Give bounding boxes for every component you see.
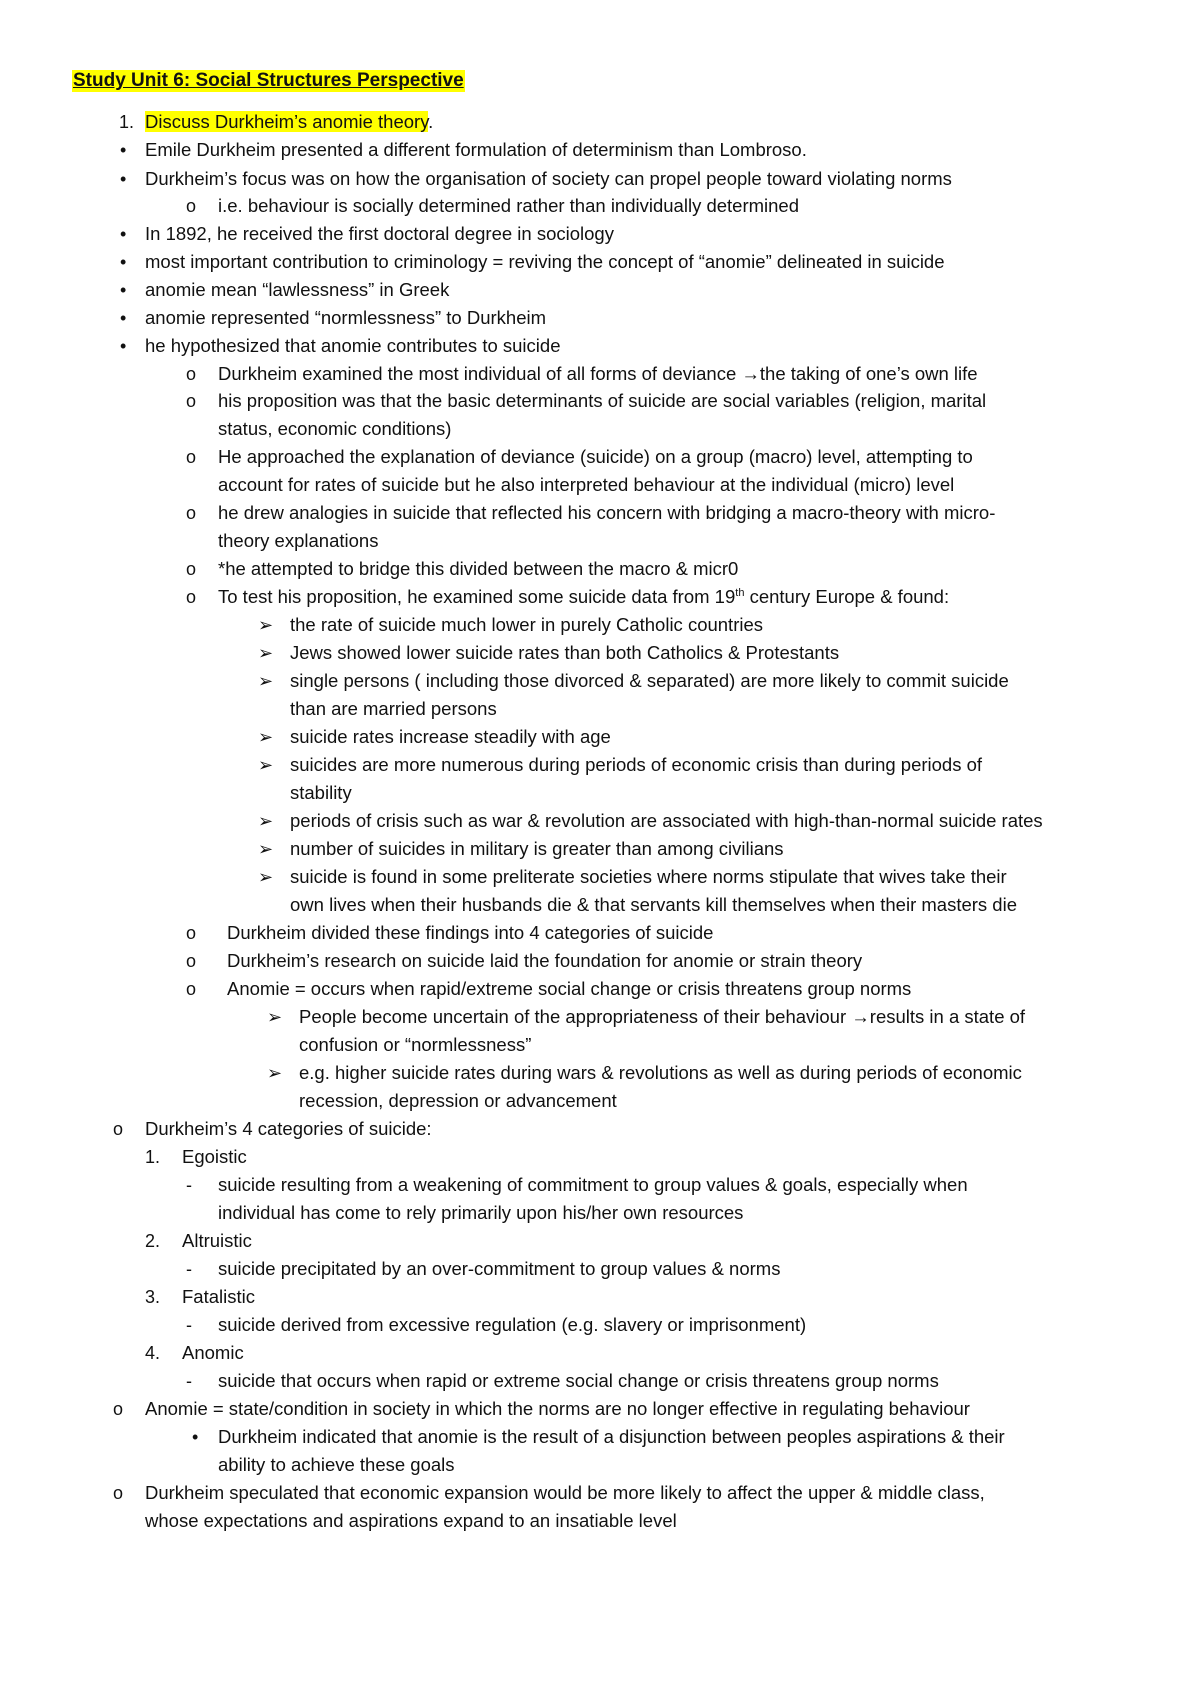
- circle-bullet-icon: o: [186, 559, 197, 579]
- text: the taking of one’s own life: [759, 363, 978, 384]
- list-item-continuation: stability: [290, 782, 352, 803]
- bullet-icon: •: [120, 169, 127, 189]
- list-item: [218, 586, 949, 608]
- list-item: suicides are more numerous during periods of economic crisis than during periods of: [290, 754, 983, 775]
- arrowhead-bullet-icon: ➢: [258, 867, 274, 887]
- right-arrow-icon: →: [741, 363, 760, 384]
- question-number: 1.: [119, 112, 135, 132]
- circle-bullet-icon: o: [186, 923, 197, 943]
- list-item: Durkheim’s focus was on how the organisation of society can propel people toward violating norms: [145, 168, 952, 189]
- right-arrow-icon: →: [851, 1006, 870, 1027]
- list-item: suicide derived from excessive regulation (e.g. slavery or imprisonment): [218, 1314, 807, 1335]
- category-name: Egoistic: [182, 1146, 247, 1167]
- list-number: 1.: [145, 1147, 161, 1167]
- circle-bullet-icon: o: [186, 951, 197, 971]
- arrowhead-bullet-icon: ➢: [258, 727, 274, 747]
- list-item: Anomie = occurs when rapid/extreme social change or crisis threatens group norms: [227, 978, 912, 999]
- category-name: Fatalistic: [182, 1286, 255, 1307]
- list-item: e.g. higher suicide rates during wars & revolutions as well as during periods of economic: [299, 1062, 1022, 1083]
- arrowhead-bullet-icon: ➢: [267, 1007, 283, 1027]
- circle-bullet-icon: o: [186, 391, 197, 411]
- question-text: [145, 111, 433, 133]
- list-number: 2.: [145, 1231, 161, 1251]
- list-item: suicide is found in some preliterate societies where norms stipulate that wives take their: [290, 866, 1007, 887]
- section-heading: Durkheim’s 4 categories of suicide:: [145, 1118, 432, 1139]
- bullet-icon: •: [192, 1427, 199, 1447]
- circle-bullet-icon: o: [113, 1483, 124, 1503]
- circle-bullet-icon: o: [186, 447, 197, 467]
- arrowhead-bullet-icon: ➢: [258, 839, 274, 859]
- text: People become uncertain of the appropriateness of their behaviour: [299, 1006, 847, 1027]
- circle-bullet-icon: o: [113, 1399, 124, 1419]
- list-item: Durkheim’s research on suicide laid the foundation for anomie or strain theory: [227, 950, 863, 971]
- bullet-icon: •: [120, 280, 127, 300]
- list-item: number of suicides in military is greater than among civilians: [290, 838, 784, 859]
- text: To test his proposition, he examined some suicide data from 19: [218, 586, 736, 607]
- circle-bullet-icon: o: [186, 979, 197, 999]
- list-item: most important contribution to criminology = reviving the concept of “anomie” delineated in suicide: [145, 251, 945, 272]
- circle-bullet-icon: o: [113, 1119, 124, 1139]
- list-item: He approached the explanation of deviance (suicide) on a group (macro) level, attempting to: [218, 446, 973, 467]
- list-item: anomie mean “lawlessness” in Greek: [145, 279, 450, 300]
- circle-bullet-icon: o: [186, 587, 197, 607]
- bullet-icon: •: [120, 252, 127, 272]
- list-item-continuation: theory explanations: [218, 530, 379, 551]
- bullet-icon: •: [120, 308, 127, 328]
- list-item: *he attempted to bridge this divided between the macro & micr0: [218, 558, 739, 579]
- list-item: In 1892, he received the first doctoral degree in sociology: [145, 223, 614, 244]
- arrowhead-bullet-icon: ➢: [258, 755, 274, 775]
- arrowhead-bullet-icon: ➢: [267, 1063, 283, 1083]
- list-item: suicide precipitated by an over-commitment to group values & norms: [218, 1258, 781, 1279]
- list-item: single persons ( including those divorced & separated) are more likely to commit suicide: [290, 670, 1009, 691]
- bullet-icon: •: [120, 336, 127, 356]
- list-item: Anomie = state/condition in society in which the norms are no longer effective in regulating behaviour: [145, 1398, 970, 1419]
- list-item: Durkheim speculated that economic expansion would be more likely to affect the upper & middle class,: [145, 1482, 985, 1503]
- list-item: Durkheim indicated that anomie is the result of a disjunction between peoples aspirations & their: [218, 1426, 1005, 1447]
- list-item: Durkheim divided these findings into 4 categories of suicide: [227, 922, 714, 943]
- list-item: Jews showed lower suicide rates than both Catholics & Protestants: [290, 642, 840, 663]
- list-number: 3.: [145, 1287, 161, 1307]
- arrowhead-bullet-icon: ➢: [258, 615, 274, 635]
- list-item-continuation: individual has come to rely primarily upon his/her own resources: [218, 1202, 744, 1223]
- dash-bullet-icon: -: [186, 1175, 192, 1195]
- question-period: .: [428, 111, 434, 132]
- superscript: th: [735, 586, 745, 599]
- list-item: suicide resulting from a weakening of commitment to group values & goals, especially when: [218, 1174, 968, 1195]
- circle-bullet-icon: o: [186, 503, 197, 523]
- list-item-continuation: whose expectations and aspirations expand to an insatiable level: [145, 1510, 677, 1531]
- list-item-continuation: recession, depression or advancement: [299, 1090, 617, 1111]
- list-item: suicide rates increase steadily with age: [290, 726, 611, 747]
- list-item: [218, 363, 978, 385]
- text: century Europe & found:: [744, 586, 950, 607]
- category-name: Anomic: [182, 1342, 244, 1363]
- arrowhead-bullet-icon: ➢: [258, 643, 274, 663]
- list-item-continuation: ability to achieve these goals: [218, 1454, 455, 1475]
- list-item: suicide that occurs when rapid or extreme social change or crisis threatens group norms: [218, 1370, 939, 1391]
- dash-bullet-icon: -: [186, 1371, 192, 1391]
- list-item: anomie represented “normlessness” to Durkheim: [145, 307, 547, 328]
- list-item: the rate of suicide much lower in purely Catholic countries: [290, 614, 764, 635]
- list-item-continuation: than are married persons: [290, 698, 497, 719]
- list-item-continuation: confusion or “normlessness”: [299, 1034, 532, 1055]
- list-item: he drew analogies in suicide that reflected his concern with bridging a macro-theory with micro-: [218, 502, 996, 523]
- page-title: Study Unit 6: Social Structures Perspective: [73, 70, 464, 91]
- list-item: Emile Durkheim presented a different formulation of determinism than Lombroso.: [145, 139, 807, 160]
- list-item-continuation: own lives when their husbands die & that servants kill themselves when their masters die: [290, 894, 1017, 915]
- list-item: i.e. behaviour is socially determined rather than individually determined: [218, 195, 800, 216]
- circle-bullet-icon: o: [186, 196, 197, 216]
- arrowhead-bullet-icon: ➢: [258, 671, 274, 691]
- list-item-continuation: status, economic conditions): [218, 418, 452, 439]
- dash-bullet-icon: -: [186, 1259, 192, 1279]
- bullet-icon: •: [120, 140, 127, 160]
- list-item: periods of crisis such as war & revolution are associated with high-than-normal suicide rates: [290, 810, 1043, 831]
- bullet-icon: •: [120, 224, 127, 244]
- category-name: Altruistic: [182, 1230, 252, 1251]
- list-number: 4.: [145, 1343, 161, 1363]
- circle-bullet-icon: o: [186, 364, 197, 384]
- text: results in a state of: [869, 1006, 1026, 1027]
- list-item: he hypothesized that anomie contributes to suicide: [145, 335, 561, 356]
- question-highlight: Discuss Durkheim’s anomie theory: [145, 111, 429, 132]
- list-item: [299, 1006, 1025, 1028]
- list-item-continuation: account for rates of suicide but he also interpreted behaviour at the individual (micro) level: [218, 474, 955, 495]
- text: Durkheim examined the most individual of all forms of deviance: [218, 363, 737, 384]
- arrowhead-bullet-icon: ➢: [258, 811, 274, 831]
- dash-bullet-icon: -: [186, 1315, 192, 1335]
- list-item: his proposition was that the basic determinants of suicide are social variables (religion, marital: [218, 390, 987, 411]
